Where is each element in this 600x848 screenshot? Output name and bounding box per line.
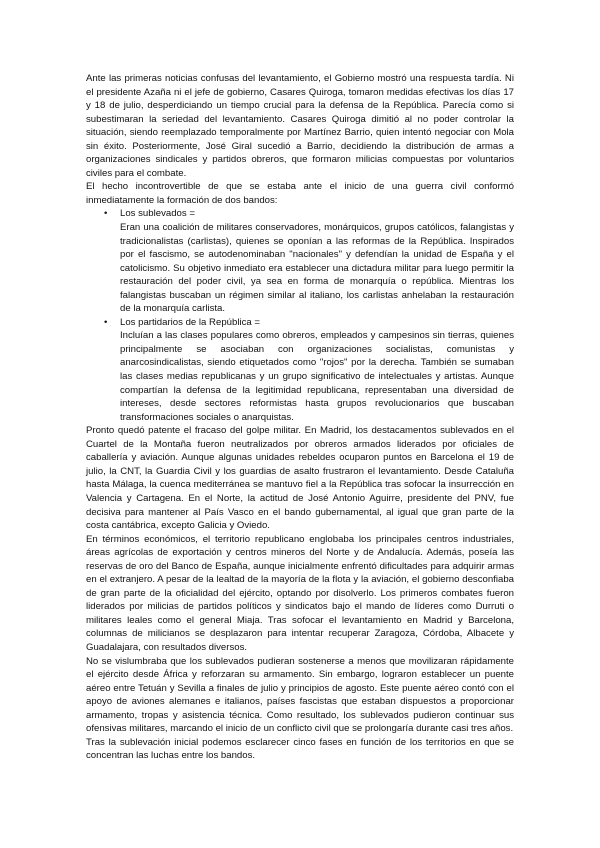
paragraph-two-bands-intro: El hecho incontrovertible de que se estaba ante el inicio de una guerra civil conformó inmediatamente la formación de dos bandos:: [86, 181, 514, 206]
list-item-republica: [104, 316, 514, 424]
list-item-sublevados: [104, 207, 514, 315]
paragraph-economic-terms: En términos económicos, el territorio republicano englobaba los principales centros industriales, áreas agrícolas de exportación y centros mineros del Norte y de Andalucía. Además, poseía las reservas de oro del Banco de España, aunque inicialmente enfrentó dificultades para adquirir armas en el extranjero. A pesar de la lealtad de la mayoría de la flota y la aviación, el gobierno desconfiaba de gran parte de la oficialidad del ejército, optando por disolverlo. Los primeros combates fueron liderados por milicias de partidos políticos y sindicatos bajo el mando de líderes como Durruti o militares leales como el general Miaja. Tras sofocar el levantamiento en Madrid y Barcelona, columnas de milicianos se desplazaron para intentar recuperar Zaragoza, Córdoba, Albacete y Guadalajara, con resultados diversos.: [86, 533, 514, 653]
band-description: Incluían a las clases populares como obreros, empleados y campesinos sin tierras, quienes principalmente se asociaban con organizaciones socialistas, comunistas y anarcosindicalistas, siendo etiquetados como "rojos" por la derecha. También se sumaban las clases medias republicanas y un grupo significativo de intelectuales y artistas. Aunque compartían la defensa de la legitimidad republicana, representaban una diversidad de intereses, desde sectores reformistas hasta grupos revolucionarios que buscaban transformaciones sociales o anarquistas.: [120, 330, 514, 423]
bands-list: [86, 207, 514, 424]
paragraph-government-response: Ante las primeras noticias confusas del levantamiento, el Gobierno mostró una respuesta tardía. Ni el presidente Azaña ni el jefe de gobierno, Casares Quiroga, tomaron medidas efectivas los días 17 y 18 de julio, desperdiciando un tiempo crucial para la defensa de la República. Parecía como si subestimaran la seriedad del levantamiento. Casares Quiroga dimitió al no poder controlar la situación, siendo reemplazado temporalmente por Martínez Barrio, quien intentó negociar con Mola sin éxito. Posteriormente, José Giral sucedió a Barrio, decidiendo la distribución de armas a organizaciones sindicales y partidos obreros, que formaron milicias compuestas por voluntarios civiles para el combate.: [86, 73, 514, 179]
band-title: Los partidarios de la República =: [120, 316, 260, 328]
paragraph-air-bridge: No se vislumbraba que los sublevados pudieran sostenerse a menos que movilizaran rápidamente el ejército desde África y reforzaran su armamento. Sin embargo, lograron establecer un puente aéreo entre Tetuán y Sevilla a finales de julio y principios de agosto. Este puente aéreo contó con el apoyo de aviones alemanes e italianos, países fascistas que estaban dispuestos a proporcionar armamento, tropas y asistencia técnica. Como resultado, los sublevados pudieron continuar sus ofensivas militares, marcando el inicio de un conflicto civil que se prolongaría durante casi tres años.: [86, 655, 514, 735]
paragraph-five-phases: Tras la sublevación inicial podemos esclarecer cinco fases en función de los territorios en que se concentran las luchas entre los bandos.: [86, 736, 514, 762]
paragraph-coup-failure: Pronto quedó patente el fracaso del golpe militar. En Madrid, los destacamentos sublevados en el Cuartel de la Montaña fueron neutralizados por obreros armados liderados por oficiales de caballería y aviación. Aunque algunas unidades rebeldes ocuparon puntos en Barcelona el 19 de julio, la CNT, la Guardia Civil y los guardias de asalto frustraron el levantamiento. Desde Cataluña hasta Málaga, la cuenca mediterránea se mantuvo fiel a la República tras sofocar la insurrección en Valencia y Cartagena. En el Norte, la actitud de José Antonio Aguirre, presidente del PNV, fue decisiva para mantener al País Vasco en el bando gubernamental, al igual que gran parte de la costa cantábrica, excepto Galicia y Oviedo.: [86, 425, 514, 532]
bullet-icon: •: [104, 316, 108, 328]
band-description: Eran una coalición de militares conservadores, monárquicos, grupos católicos, falangistas y tradicionalistas (carlistas), quienes se oponían a las reformas de la República. Inspirados por el fascismo, se autodenominaban "nacionales" y defendían la unidad de España y el catolicismo. Su objetivo inmediato era establecer una dictadura militar para luego permitir la restauración del poder civil, ya sea en forma de monarquía o república. Mientras los falangistas buscaban un régimen similar al italiano, los carlistas anhelaban la restauración de la monarquía carlista.: [120, 222, 514, 315]
bullet-icon: •: [104, 208, 108, 220]
band-title: Los sublevados =: [120, 208, 195, 220]
